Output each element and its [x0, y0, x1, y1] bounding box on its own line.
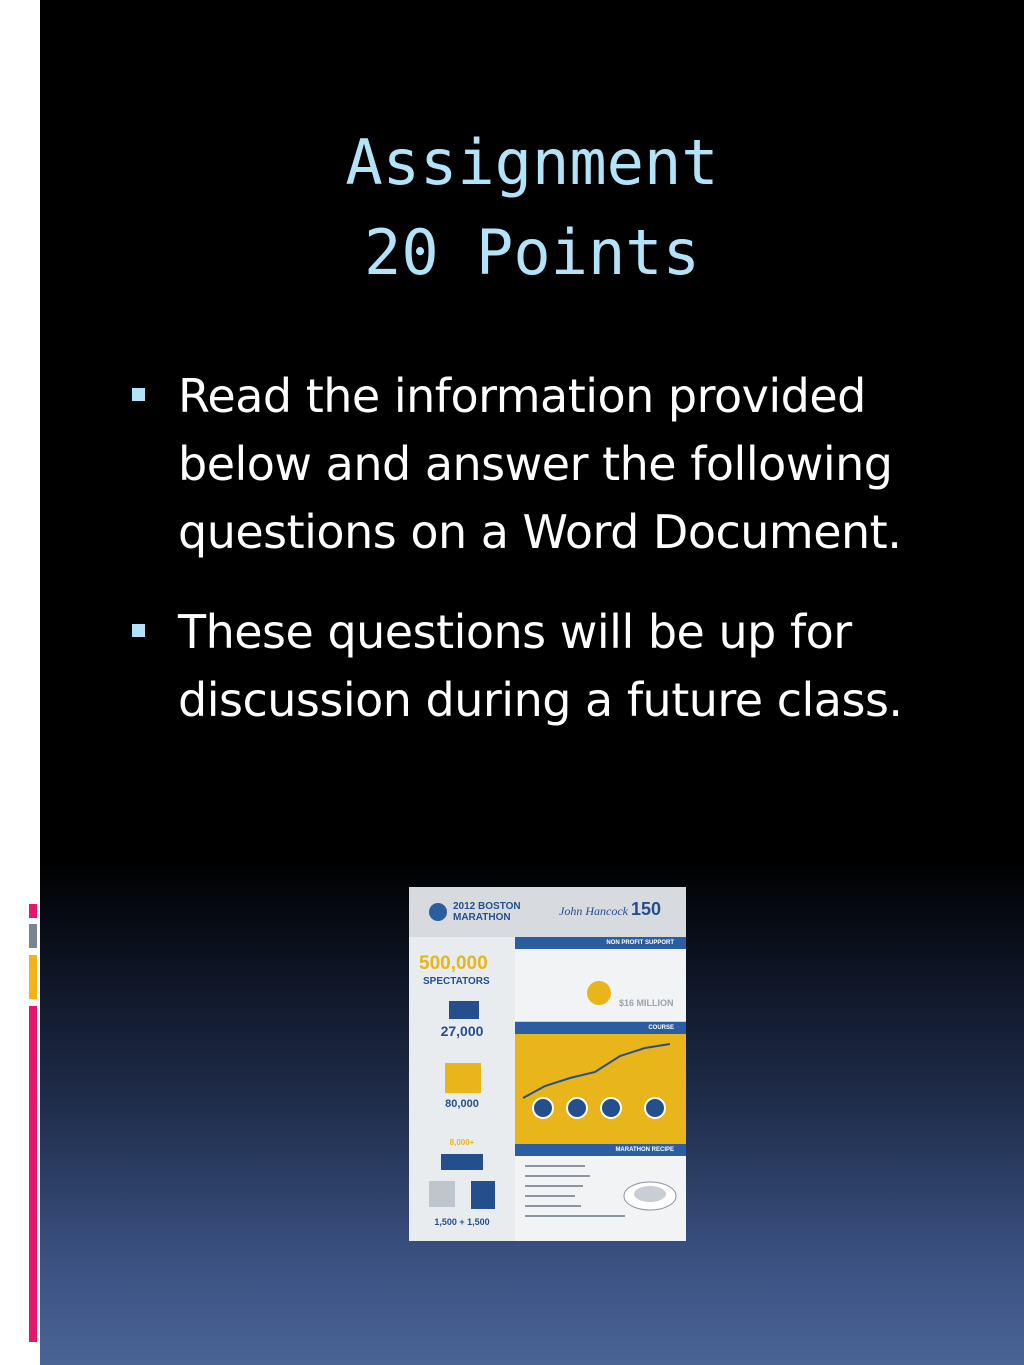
security-stat: 1,500 + 1,500: [434, 1217, 490, 1227]
spectators-label: SPECTATORS: [423, 976, 490, 987]
infographic-header: [409, 887, 686, 937]
title-line-1: Assignment: [345, 126, 719, 199]
bullet-item-2: [128, 598, 988, 734]
decor-bar-gray: [29, 924, 37, 948]
hands-icon: [441, 1154, 483, 1170]
marathon-logo-icon: [429, 903, 447, 921]
course-band: COURSE: [515, 1022, 686, 1034]
decor-bar-pink-long: [29, 1006, 37, 1342]
sponsor-logo: John Hancock: [559, 904, 628, 918]
course-section: [515, 1034, 686, 1144]
recipe-band: MARATHON RECIPE: [515, 1144, 686, 1156]
slide-title: [40, 118, 1024, 298]
finish-gate-icon: [445, 1063, 481, 1093]
decor-bar-pink-top: [29, 904, 37, 918]
stat-80000: 80,000: [445, 1098, 479, 1110]
volunteer-icon: [644, 1097, 666, 1119]
water-bottle-icon: [600, 1097, 622, 1119]
square-bullet-icon: [132, 624, 145, 637]
course-elevation-chart: [515, 1034, 686, 1144]
shield-icon: [471, 1181, 495, 1209]
bullet-text-2: These questions will be up for discussion during a future class.: [178, 605, 903, 727]
volunteers-stat: 8,000+: [449, 1138, 475, 1147]
title-line-2: 20 Points: [364, 216, 700, 289]
bullet-list: [128, 362, 988, 734]
runners-icon: [449, 1001, 479, 1019]
bullet-item-1: [128, 362, 988, 566]
spectators-number: 500,000: [419, 953, 488, 974]
police-star-icon: [429, 1181, 455, 1207]
money-stat: $16 MILLION: [619, 998, 674, 1008]
clock-icon: [532, 1097, 554, 1119]
recipe-list-graphic: [515, 1156, 686, 1241]
entrants-stat: 27,000: [440, 1023, 484, 1039]
coins-icon: [587, 981, 611, 1005]
sponsor-anniversary: 150: [631, 899, 662, 919]
square-bullet-icon: [132, 388, 145, 401]
recipe-section: [515, 1156, 686, 1241]
infographic-title: 2012 BOSTON MARATHON: [453, 901, 521, 923]
nonprofit-band: NON PROFIT SUPPORT: [515, 937, 686, 949]
decor-bar-gold: [29, 955, 37, 999]
medical-cross-icon: [566, 1097, 588, 1119]
infographic-image: [409, 887, 686, 1241]
bullet-text-1: Read the information provided below and answer the following questions on a Word Document.: [178, 369, 902, 559]
